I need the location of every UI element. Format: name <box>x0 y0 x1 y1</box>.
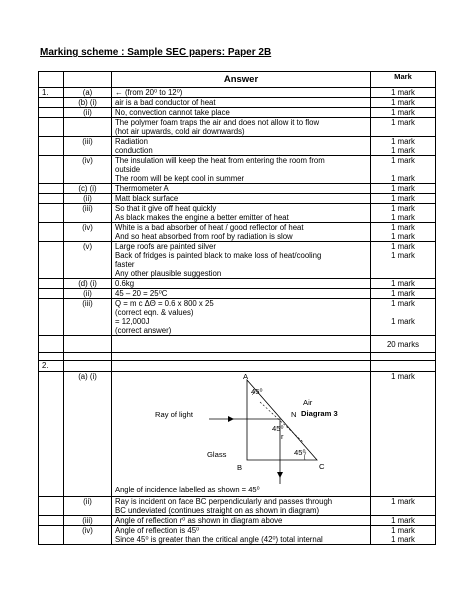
answer-cell <box>112 88 371 98</box>
answer-line: BC undeviated (continues straight on as shown in diagram) <box>115 506 320 515</box>
table-row <box>39 242 436 279</box>
part-label <box>64 361 112 372</box>
question-number <box>39 156 64 184</box>
answer-cell <box>112 299 371 336</box>
label-angle-mid: 45⁰ <box>272 424 284 433</box>
part-label: (iv) <box>64 156 112 184</box>
table-row <box>39 118 436 137</box>
answer-line: And so heat absorbed from roof by radiation is slow <box>115 232 293 241</box>
table-row <box>39 108 436 118</box>
answer-line: Angle of reflection is 45⁰ <box>115 526 200 535</box>
mark-value: 1 mark <box>391 213 415 222</box>
question-number <box>39 118 64 137</box>
diagram-caption: Angle of incidence labelled as shown = 45⁰ <box>115 485 260 494</box>
answer-cell <box>112 108 371 118</box>
mark-value: 1 mark <box>391 174 415 183</box>
mark-cell <box>371 223 436 242</box>
mark-cell <box>371 526 436 545</box>
table-row <box>39 299 436 336</box>
question-number <box>39 223 64 242</box>
answer-line: The insulation will keep the heat from entering the room from <box>115 156 325 165</box>
question-number <box>39 526 64 545</box>
answer-line: Large roofs are painted silver <box>115 242 216 251</box>
part-label: (v) <box>64 242 112 279</box>
mark-value: 1 mark <box>391 204 415 213</box>
mark-cell: 1 mark <box>371 372 436 497</box>
answer-cell <box>112 516 371 526</box>
diagram-title: Diagram 3 <box>301 409 338 418</box>
answer-line: air is a bad conductor of heat <box>115 98 216 107</box>
mark-value: 1 mark <box>391 118 415 127</box>
answer-line: conduction <box>115 146 153 155</box>
answer-cell <box>112 526 371 545</box>
label-air: Air <box>303 398 313 407</box>
mark-value <box>374 165 432 174</box>
answer-line: As black makes the engine a better emitter of heat <box>115 213 289 222</box>
mark-cell <box>371 184 436 194</box>
part-label <box>64 118 112 137</box>
answer-line: (hot air upwards, cold air downwards) <box>115 127 245 136</box>
answer-cell <box>112 118 371 137</box>
mark-value: 1 mark <box>391 526 415 535</box>
mark-value: 1 mark <box>391 98 415 107</box>
mark-value: 1 mark <box>391 88 415 97</box>
part-label: (a) (i) <box>64 372 112 497</box>
answer-cell <box>112 98 371 108</box>
answer-line: (correct eqn. & values) <box>115 308 194 317</box>
question-number <box>39 289 64 299</box>
part-label: (iv) <box>64 223 112 242</box>
table-row <box>39 156 436 184</box>
answer-cell <box>112 184 371 194</box>
mark-cell <box>371 98 436 108</box>
label-glass: Glass <box>207 450 227 459</box>
label-c: C <box>319 462 325 471</box>
mark-value: 1 mark <box>391 535 415 544</box>
answer-cell <box>112 336 371 353</box>
total-row <box>39 336 436 353</box>
part-label: (iv) <box>64 526 112 545</box>
table-row <box>39 194 436 204</box>
table-row <box>39 497 436 516</box>
answer-line: ← (from 20⁰ to 12⁰) <box>115 88 183 97</box>
answer-cell <box>112 353 371 361</box>
answer-line: The polymer foam traps the air and does not allow it to flow <box>115 118 320 127</box>
question-number <box>39 242 64 279</box>
question-2-row <box>39 361 436 372</box>
mark-value: 1 mark <box>391 137 415 146</box>
question-number: 2. <box>39 361 64 372</box>
header-row <box>39 72 436 88</box>
mark-value: 1 mark <box>391 299 415 308</box>
answer-line: The room will be kept cool in summer <box>115 174 245 183</box>
table-row <box>39 279 436 289</box>
answer-cell <box>112 289 371 299</box>
question-number <box>39 497 64 516</box>
answer-line: Ray is incident on face BC perpendicularly and passes through <box>115 497 333 506</box>
mark-value: 1 mark <box>391 497 415 506</box>
mark-cell <box>371 88 436 98</box>
table-row <box>39 88 436 98</box>
question-number <box>39 194 64 204</box>
mark-value <box>374 308 432 317</box>
answer-line: = 12,000J <box>115 317 150 326</box>
question-number <box>39 299 64 336</box>
question-number <box>39 353 64 361</box>
label-b: B <box>237 463 243 472</box>
answer-line: Since 45⁰ is greater than the critical angle (42⁰) total internal <box>115 535 323 544</box>
table-row <box>39 137 436 156</box>
part-label: (iii) <box>64 299 112 336</box>
mark-value: 1 mark <box>391 108 415 117</box>
marking-scheme-table <box>38 71 436 545</box>
answer-cell <box>112 361 371 372</box>
diagram-row <box>39 372 436 497</box>
answer-line: faster <box>115 260 135 269</box>
answer-line: Angle of reflection r⁰ as shown in diagram above <box>115 516 283 525</box>
part-label <box>64 336 112 353</box>
total-marks: 20 marks <box>371 336 436 353</box>
mark-value: 1 mark <box>391 223 415 232</box>
mark-cell <box>371 194 436 204</box>
table-row <box>39 184 436 194</box>
answer-line: White is a bad absorber of heat / good reflector of heat <box>115 223 304 232</box>
label-angle-c: 45⁰ <box>294 448 306 457</box>
question-number <box>39 184 64 194</box>
part-label: (iii) <box>64 204 112 223</box>
part-label: (ii) <box>64 108 112 118</box>
mark-cell <box>371 289 436 299</box>
mark-value: 1 mark <box>391 289 415 298</box>
diagram-cell <box>112 372 371 497</box>
mark-value: 1 mark <box>391 232 415 241</box>
label-angle-top: 45⁰ <box>251 387 263 396</box>
mark-cell <box>371 118 436 137</box>
mark-value: 1 mark <box>391 146 415 155</box>
mark-cell <box>371 242 436 279</box>
table-row <box>39 204 436 223</box>
part-label: (d) (i) <box>64 279 112 289</box>
answer-line: (correct answer) <box>115 326 172 335</box>
answer-header: Answer <box>112 72 371 88</box>
mark-cell <box>371 299 436 336</box>
part-label: (a) <box>64 88 112 98</box>
table-row <box>39 98 436 108</box>
label-a: A <box>243 372 249 381</box>
question-number <box>39 279 64 289</box>
part-label <box>64 353 112 361</box>
answer-cell <box>112 137 371 156</box>
answer-cell <box>112 279 371 289</box>
answer-line: Any other plausible suggestion <box>115 269 222 278</box>
answer-line: No, convection cannot take place <box>115 108 230 117</box>
question-number <box>39 204 64 223</box>
mark-cell <box>371 516 436 526</box>
mark-cell <box>371 497 436 516</box>
mark-cell <box>371 353 436 361</box>
mark-value: 1 mark <box>391 251 415 260</box>
ray-arrow-head <box>228 416 234 422</box>
mark-cell <box>371 156 436 184</box>
answer-line: 45 – 20 = 25⁰C <box>115 289 168 298</box>
answer-line: Q = m c ΔΘ = 0.6 x 800 x 25 <box>115 299 214 308</box>
question-number <box>39 516 64 526</box>
part-label: (ii) <box>64 289 112 299</box>
prism-svg <box>115 372 375 496</box>
label-ray: Ray of light <box>155 410 193 419</box>
question-number <box>39 372 64 497</box>
mark-cell <box>371 279 436 289</box>
question-number <box>39 108 64 118</box>
mark-cell <box>371 137 436 156</box>
answer-cell <box>112 156 371 184</box>
question-number: 1. <box>39 88 64 98</box>
part-label: (iii) <box>64 137 112 156</box>
mark-value: 1 mark <box>391 516 415 525</box>
reflected-arrow-head <box>277 472 283 478</box>
answer-line: Back of fridges is painted black to make loss of heat/cooling <box>115 251 322 260</box>
answer-line: Matt black surface <box>115 194 179 203</box>
answer-line: 0.6kg <box>115 279 135 288</box>
answer-cell <box>112 497 371 516</box>
part-label: (c) (i) <box>64 184 112 194</box>
mark-value: 1 mark <box>391 317 415 326</box>
answer-line: outside <box>115 165 141 174</box>
part-label: (ii) <box>64 497 112 516</box>
mark-cell <box>371 204 436 223</box>
question-number <box>39 336 64 353</box>
mark-header: Mark <box>371 72 436 88</box>
table-row <box>39 516 436 526</box>
answer-line: Thermometer A <box>115 184 169 193</box>
answer-line: Radiation <box>115 137 148 146</box>
mark-value: 1 mark <box>391 156 415 165</box>
mark-value: 1 mark <box>391 194 415 203</box>
spacer-row <box>39 353 436 361</box>
page-title: Marking scheme : Sample SEC papers: Paper 2B <box>40 47 272 58</box>
mark-value: 1 mark <box>391 184 415 193</box>
question-number <box>39 137 64 156</box>
label-n: N <box>291 410 297 419</box>
mark-value: 1 mark <box>391 242 415 251</box>
prism-diagram <box>115 372 367 496</box>
answer-line: So that it give off heat quickly <box>115 204 217 213</box>
answer-cell <box>112 223 371 242</box>
mark-cell <box>371 108 436 118</box>
table-row <box>39 289 436 299</box>
part-label: (ii) <box>64 194 112 204</box>
table-row <box>39 526 436 545</box>
answer-cell <box>112 194 371 204</box>
mark-value: 1 mark <box>391 279 415 288</box>
answer-cell <box>112 242 371 279</box>
part-label: (iii) <box>64 516 112 526</box>
label-r: r <box>281 432 284 441</box>
answer-cell <box>112 204 371 223</box>
table-row <box>39 223 436 242</box>
part-label: (b) (i) <box>64 98 112 108</box>
question-number <box>39 98 64 108</box>
mark-cell <box>371 361 436 372</box>
